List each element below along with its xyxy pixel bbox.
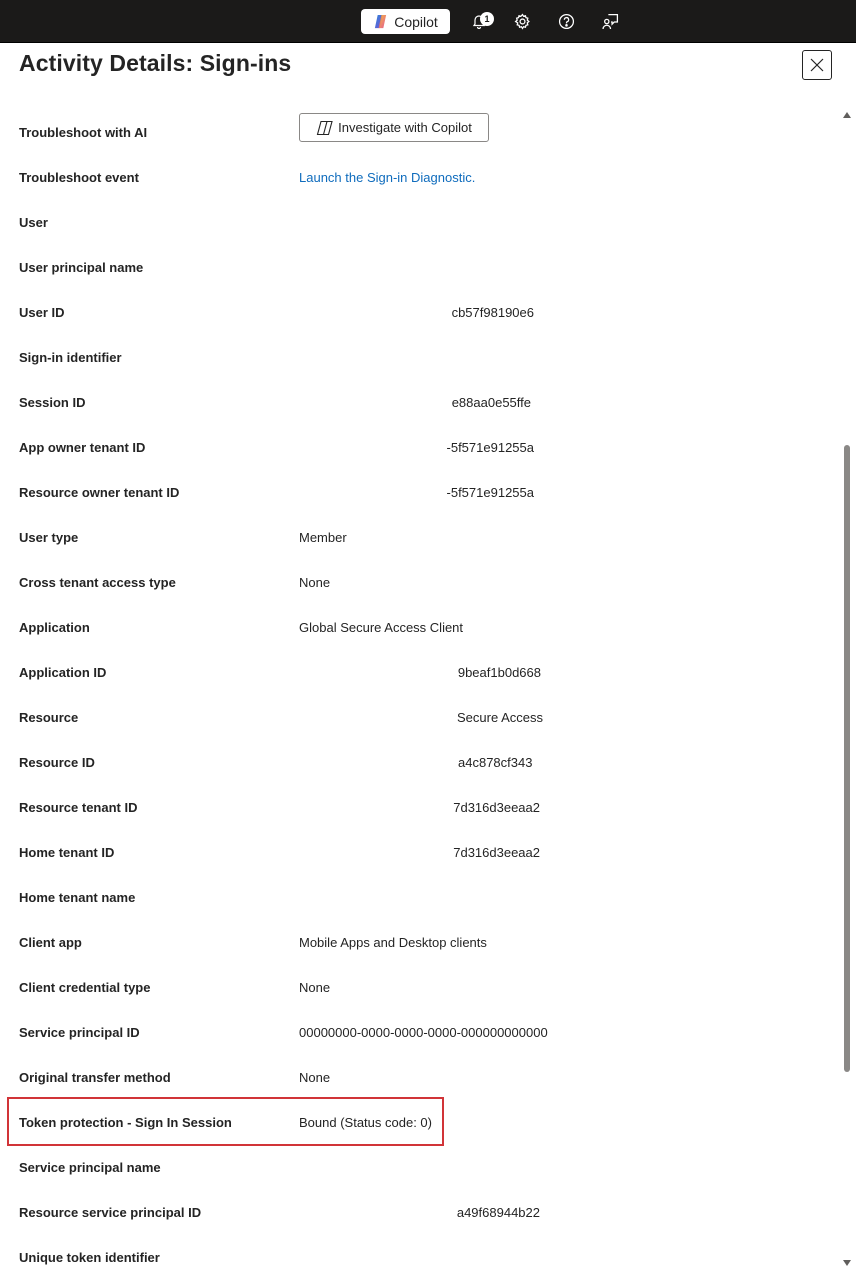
row-token-protection-sign-in-session <box>0 1100 840 1145</box>
row-value: -5f571e91255a <box>446 440 534 455</box>
scrollbar-thumb[interactable] <box>844 445 850 1072</box>
row-value: Member <box>299 530 347 545</box>
row-cross-tenant-access-type <box>0 560 840 605</box>
row-service-principal-name <box>0 1145 840 1190</box>
row-resource-id <box>0 740 840 785</box>
row-home-tenant-name <box>0 875 840 920</box>
gear-icon[interactable] <box>512 11 532 31</box>
row-troubleshoot-with-ai <box>0 110 840 155</box>
row-resource-owner-tenant-id <box>0 470 840 515</box>
row-label: Home tenant name <box>19 890 136 905</box>
help-icon[interactable] <box>556 11 576 31</box>
row-value: a4c878cf343 <box>458 755 533 770</box>
row-user-id <box>0 290 840 335</box>
row-label: Resource owner tenant ID <box>19 485 180 500</box>
page-title: Activity Details: Sign-ins <box>19 50 292 76</box>
row-label: Service principal name <box>19 1160 161 1175</box>
row-label: Troubleshoot event <box>19 170 139 185</box>
row-sign-in-identifier <box>0 335 840 380</box>
notification-badge: 1 <box>480 12 494 26</box>
row-client-credential-type <box>0 965 840 1010</box>
row-label: Application ID <box>19 665 107 680</box>
row-label: Token protection - Sign In Session <box>19 1115 232 1130</box>
row-value: -5f571e91255a <box>446 485 534 500</box>
row-label: Resource service principal ID <box>19 1205 202 1220</box>
row-user-type <box>0 515 840 560</box>
row-original-transfer-method <box>0 1055 840 1100</box>
row-label: Sign-in identifier <box>19 350 122 365</box>
copilot-button[interactable] <box>361 9 450 34</box>
row-service-principal-id <box>0 1010 840 1055</box>
row-session-id <box>0 380 840 425</box>
row-user-principal-name <box>0 245 840 290</box>
row-value: Mobile Apps and Desktop clients <box>299 935 487 950</box>
row-value: None <box>299 1070 331 1085</box>
row-label: Troubleshoot with AI <box>19 125 148 140</box>
row-app-owner-tenant-id <box>0 425 840 470</box>
row-label: User principal name <box>19 260 144 275</box>
row-value: Bound (Status code: 0) <box>299 1115 432 1130</box>
investigate-with-copilot-button[interactable] <box>299 113 489 142</box>
row-value: a49f68944b22 <box>456 1205 540 1220</box>
row-application <box>0 605 840 650</box>
row-value: None <box>299 980 331 995</box>
row-value: 00000000-0000-0000-0000-000000000000 <box>299 1025 548 1040</box>
vertical-scrollbar[interactable] <box>840 108 854 1276</box>
copilot-label: Copilot <box>394 13 438 30</box>
row-label: Resource ID <box>19 755 95 770</box>
row-label: User type <box>19 530 79 545</box>
feedback-icon[interactable] <box>600 11 620 31</box>
row-label: Original transfer method <box>19 1070 171 1085</box>
row-value: cb57f98190e6 <box>451 305 534 320</box>
copilot-logo-icon <box>373 14 388 29</box>
row-client-app <box>0 920 840 965</box>
sign-in-diagnostic-link[interactable]: Launch the Sign-in Diagnostic. <box>299 170 476 185</box>
row-troubleshoot-event <box>0 155 840 200</box>
scroll-down-arrow-icon[interactable] <box>843 1260 851 1266</box>
row-user <box>0 200 840 245</box>
row-label: Service principal ID <box>19 1025 140 1040</box>
copilot-outline-icon <box>316 120 334 136</box>
row-value: Secure Access <box>457 710 543 725</box>
close-button[interactable] <box>802 50 832 80</box>
row-resource-service-principal-id <box>0 1190 840 1235</box>
row-label: App owner tenant ID <box>19 440 146 455</box>
row-label: Unique token identifier <box>19 1250 160 1265</box>
row-value: 7d316d3eeaa2 <box>453 845 540 860</box>
row-label: Resource <box>19 710 79 725</box>
row-resource <box>0 695 840 740</box>
row-home-tenant-id <box>0 830 840 875</box>
row-value: None <box>299 575 331 590</box>
row-label: Application <box>19 620 90 635</box>
row-label: Session ID <box>19 395 86 410</box>
row-value: 7d316d3eeaa2 <box>453 800 540 815</box>
top-bar <box>0 0 856 43</box>
row-value: 9beaf1b0d668 <box>457 665 541 680</box>
row-label: User <box>19 215 48 230</box>
row-label: Resource tenant ID <box>19 800 138 815</box>
row-value: Global Secure Access Client <box>299 620 464 635</box>
row-application-id <box>0 650 840 695</box>
row-label: Client credential type <box>19 980 151 995</box>
scroll-up-arrow-icon[interactable] <box>843 112 851 118</box>
row-value: e88aa0e55ffe <box>451 395 531 410</box>
row-resource-tenant-id <box>0 785 840 830</box>
row-label: Home tenant ID <box>19 845 115 860</box>
investigate-label: Investigate with Copilot <box>338 120 472 135</box>
row-label: Cross tenant access type <box>19 575 176 590</box>
details-list <box>0 110 840 1280</box>
row-label: Client app <box>19 935 82 950</box>
row-label: User ID <box>19 305 65 320</box>
close-icon <box>810 58 824 72</box>
row-unique-token-identifier <box>0 1235 840 1280</box>
